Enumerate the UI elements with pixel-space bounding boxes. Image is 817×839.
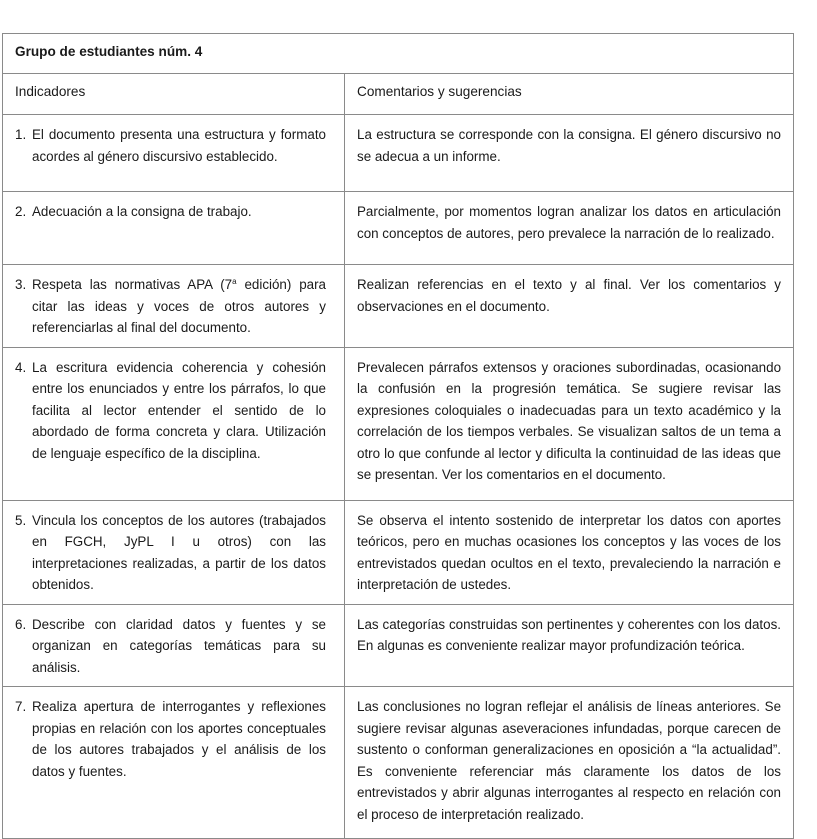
comment-text: Parcialmente, por momentos logran analizar los datos en articulación con conceptos de autores, pero prevalece la narración de lo realizado. <box>357 204 782 241</box>
indicator-number: 5. <box>15 512 27 528</box>
indicator-text-part: edición) para citar las ideas y voces de otros autores y referenciarlas al final del documento. <box>32 277 326 335</box>
indicator-text-part: Respeta las normativas APA (7 <box>32 277 233 292</box>
comment-cell <box>345 265 794 348</box>
table-row <box>3 192 794 265</box>
table-row <box>3 604 794 687</box>
indicator-text: Describe con claridad datos y fuentes y se organizan en categorías temáticas para su análisis. <box>32 616 326 675</box>
comment-text: Prevalecen párrafos extensos y oraciones subordinadas, ocasionando la confusión en la progresión temática. Se sugiere revisar las expresiones coloquiales o inadecuadas para un texto académico y la correlación de los tiempos verbales. Se visualizan saltos de un tema a otro lo que confunde al lector y dificulta la continuidad de las ideas que se presentan. Ver los comentarios en el documento. <box>357 359 782 482</box>
table-title-row <box>3 34 794 74</box>
table-row <box>3 687 794 839</box>
indicator-text: La escritura evidencia coherencia y cohesión entre los enunciados y entre los párrafos, lo que facilita al lector entender el sentido de lo abordado de forma concreta y clara. Utilización de lenguaje específico de la disciplina. <box>32 359 326 461</box>
indicator-cell <box>3 347 345 500</box>
table-row <box>3 115 794 192</box>
ordinal-superscript: a <box>232 277 237 286</box>
indicator-cell <box>3 265 345 348</box>
table-header-row <box>3 74 794 115</box>
table-row <box>3 500 794 604</box>
comment-cell <box>345 192 794 265</box>
indicator-cell <box>3 500 345 604</box>
indicator-number: 3. <box>15 277 27 292</box>
comment-cell <box>345 604 794 687</box>
column-header-indicators: Indicadores <box>3 74 345 115</box>
indicator-cell <box>3 604 345 687</box>
column-header-comments: Comentarios y sugerencias <box>345 74 794 115</box>
indicator-number: 4. <box>15 359 27 375</box>
comment-text: Se observa el intento sostenido de interpretar los datos con aportes teóricos, pero en muchas ocasiones los conceptos y las voces de los entrevistados quedan ocultos en el texto, prevaleciendo la narración e interpretación de ustedes. <box>357 512 782 592</box>
indicator-number: 1. <box>15 127 27 142</box>
indicator-text: Realiza apertura de interrogantes y reflexiones propias en relación con los aportes conceptuales de los autores trabajados y el análisis de los datos y fuentes. <box>32 699 326 779</box>
comment-text: Las conclusiones no logran reflejar el análisis de líneas anteriores. Se sugiere revisar algunas aseveraciones infundadas, porque carecen de sustento o conforman generalizaciones en oposición a “la actualidad”. Es conveniente referenciar más claramente los datos de los entrevistados y abrir algunas interrogantes al respecto en relación con el proceso de interpretación realizado. <box>357 699 782 822</box>
comment-text: Realizan referencias en el texto y al final. Ver los comentarios y observaciones en el documento. <box>357 277 782 314</box>
table-row <box>3 265 794 348</box>
indicator-number: 2. <box>15 204 27 219</box>
indicator-text: Vincula los conceptos de los autores (trabajados en FGCH, JyPL I u otros) con las interpretaciones realizadas, a partir de los datos obtenidos. <box>32 512 326 592</box>
indicator-number: 7. <box>15 699 27 714</box>
table-title: Grupo de estudiantes núm. 4 <box>3 34 794 74</box>
comment-text: La estructura se corresponde con la consigna. El género discursivo no se adecua a un informe. <box>357 127 782 164</box>
evaluation-table <box>2 33 794 839</box>
indicator-cell <box>3 115 345 192</box>
comment-cell <box>345 115 794 192</box>
indicator-text: Adecuación a la consigna de trabajo. <box>32 204 252 219</box>
indicator-cell <box>3 687 345 839</box>
comment-cell <box>345 347 794 500</box>
comment-cell <box>345 500 794 604</box>
table-row <box>3 347 794 500</box>
indicator-cell <box>3 192 345 265</box>
indicator-text: El documento presenta una estructura y formato acordes al género discursivo establecido. <box>32 127 326 164</box>
indicator-number: 6. <box>15 616 27 632</box>
comment-cell <box>345 687 794 839</box>
indicator-text <box>32 274 326 339</box>
comment-text: Las categorías construidas son pertinentes y coherentes con los datos. En algunas es conveniente realizar mayor profundización teórica. <box>357 616 782 653</box>
